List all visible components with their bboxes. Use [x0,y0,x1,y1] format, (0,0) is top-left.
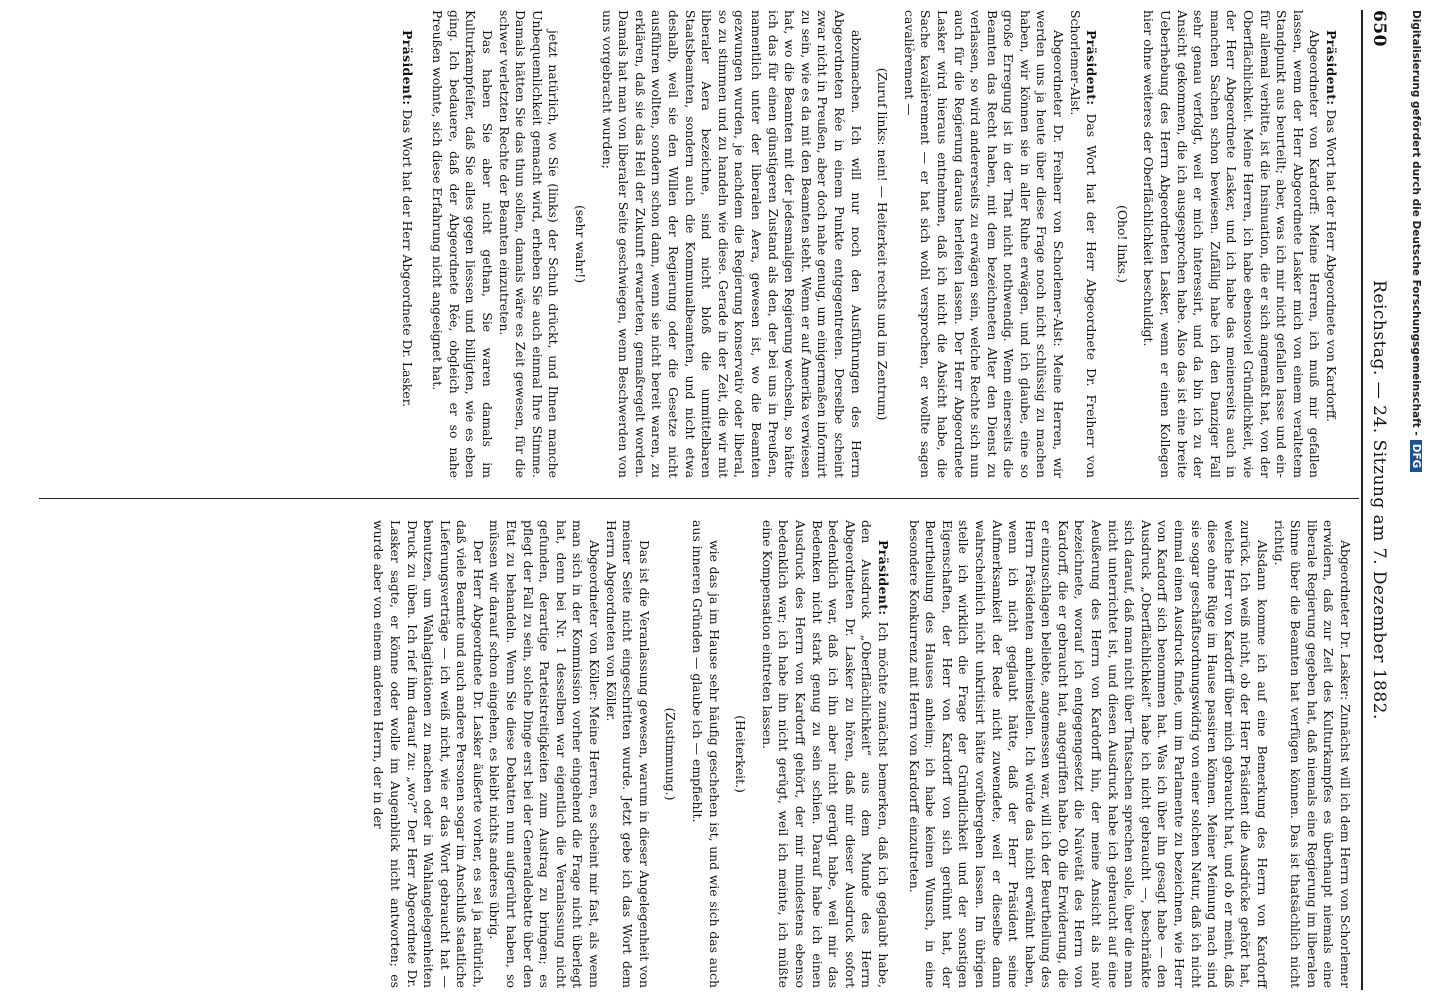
scanned-page [33,10,1393,990]
speech-paragraph [486,520,602,988]
header-rule [1361,10,1363,990]
speech-text: Das haben Sie aber nicht gethan, Sie waren damals im Kulturkampfeifer, daß Sie alles gegen liessen und billigten, wie es eben ging. Ich bedauere, daß der Abgeordnete Rée, obgleich er so nahe Preußen wohnte, sich diese Erfahrung nicht angeeignet hat. [430,10,496,478]
speech-paragraph [370,520,486,988]
speech-paragraph [1322,10,1339,478]
text-column-left [398,10,1353,478]
speech-paragraph [1270,520,1353,988]
speech-paragraph [398,10,415,478]
speaker-label: Präsident: [399,30,415,106]
speech-text: Abgeordneter Dr. Lasker: Zunächst will ich dem Herrn von Schorlemer erwidern, daß zur Zeit des Kulturkampfes es überhaupt niemals eine liberale Regierung gegeben hat, daß niemals eine Regierung im liberalen Sinne über die Beamten hat verfügen können. Das ist thatsächlich nicht richtig. [1271,520,1353,988]
text-column-right [370,520,1353,988]
speaker-label: Präsident: [1324,30,1339,106]
speech-text: jetzt natürlich, wo Sie (links) der Schuh drückt, und Ihnen manche Unbequemlichkeit gemacht wird, erheben Sie auch einmal Ihre Stimme. Damals hätten Sie das thun sollen, damals wäre es Zeit gewesen, für die schwer verletzten Rechte der Beamten einzutreten. [496,10,562,478]
dfg-logo: DFG [1410,440,1422,473]
speech-paragraph [598,10,864,478]
speech-text: abzumachen. Ich will nur noch den Ausführungen des Herrn Abgeordneten Rée in einem Punkte entgegentreten. Derselbe scheint zwar nicht in Preußen, aber doch nahe genug, um einigermaßen informirt zu sein, wie es da mit den Beamten steht. Wenn er auf Amerika verwiesen hat, wo die Beamten mit der jedesmaligen Regierung wechseln, so hätte ich das für einen günstigeren Zustand als den, der bei uns in Preußen, namentlich unter der liberalen Aera, gewesen ist, wo die Beamten gezwungen wurden, je nachdem die Regierung konservativ oder liberal, so zu stimmen und zu handeln wie diese. Gerade in der Zeit, die wir mit liberaler Aera bezeichne, sind nicht bloß die unmittelbaren Staatsbeamten, sondern auch die Kommunalbeamten, und nicht etwa deshalb, weil sie den Willen der Regierung oder die Gesetze nicht ausführen wollten, sondern schon dann, wenn sie nicht bereit waren, zu erklären, daß sie das Heil der Zukunft erwarteten, gemaßregelt worden. Damals hat man von liberaler Seite geschwiegen, wenn Beschwerden von uns vorgebracht wurden; [599,10,864,478]
running-title: Reichstag. — 24. Sitzung am 7. Dezember 1882. [1369,280,1389,720]
page-number: 650 [1369,10,1389,47]
speech-paragraph [758,520,891,988]
speech-paragraph [429,10,495,478]
speaker-label: Präsident: [875,540,891,616]
column-rule [39,498,1359,499]
speech-paragraph [602,520,652,988]
speech-text: Das ist die Veranlassung gewesen, warum in dieser Angelegenheit von meiner Seite nicht eingeschritten wurde. Jetzt gebe ich das Wort dem Herrn Abgeordneten von Köller. [603,520,652,988]
speech-text: Abgeordneter Dr. Freiherr von Schorlemer-Alst: Meine Herren, wir werden uns ja heute über diese Frage noch nicht schlüssig zu machen haben, wir können sie in aller Ruhe erwägen, und ich glaube, eine so große Erregung ist in der That nicht nothwendig. Wenn einerseits die Beamten das Recht haben, mit dem bezeichneten Alter den Dienst zu verlassen, so wird andererseits zu erwägen sein, welche Rechte sich nun auch für die Regierung daraus herleiten lassen. Der Herr Abgeordnete Lasker wird hieraus entnehmen, daß ich nicht die Absicht habe, die Sache kavalièrement — er hat sich wohl versprochen, er wollte sagen cavalièrement — [901,10,1067,478]
interjection: (sehr wahr!) [573,204,589,284]
running-head [1365,10,1393,990]
speech-text: Der Herr Abgeordnete Dr. Lasker äußerte vorher, es sei ja natürlich, daß viele Beamte und auch andere Personen sogar im Anschluß staatliche Lieferungsverträge — ich weiß nicht, wie er das Wort gebraucht hat — benutzen, um Wahlagitationen zu machen oder in Wahlangelegenheiten Druck zu üben. Ich rief ihm darauf zu: „wo?“ Der Herr Abgeordnete Dr. Lasker sagte, er könne oder wolle im Augenblick nicht antworten; es wurde aber von einem anderen Herrn, der in der [371,520,486,988]
speech-text: Das Wort hat der Herr Abgeordnete von Kardorff. [1324,109,1339,423]
digitization-credit [1404,10,1422,990]
interjection: (Zustimmung.) [663,707,679,801]
speech-text: wie das ja im Hause sehr häufig geschehen ist, und wie sich das auch aus inneren Gründen — glaube ich — empfiehlt. [690,520,722,988]
speech-text: Ich möchte zunächst bemerken, daß ich geglaubt habe, den Ausdruck „Oberflächlichkeit“ aus dem Munde des Herrn Abgeordneten Dr. Lasker zu hören, daß mir dieser Ausdruck sofort bedenklich war, daß ich ihn aber nicht gerügt habe, weil mir das Bedenken nicht stark genug zu sein schien. Darauf habe ich einen Ausdruck des Herrn von Kardorff gehört, der mir mindestens ebenso bedenklich war; ich habe ihn nicht gerügt, weil ich meinte, ich müßte eine Kompensation eintreten lassen. [759,520,891,988]
speech-paragraph [900,10,1066,478]
speech-text: Abgeordneter von Kardorff: Meine Herren, ich muß mir gefallen lassen, wenn der Herr Abgeordnete Lasker mich von einem veraltetem Standpunkt aus beurteilt; aber, was ich mir nicht gefallen lasse und ein- für allemal verbitte, ist die Insinuation, die er sich angemaßt hat, von der Oberflächlichkeit. Meine Herren, ich habe ebensoviel Gründlichkeit, wie der Herr Abgeordnete Lasker, und ich habe das meinerseits auch in manchen Sachen schon bewiesen. Zufällig habe ich den Danziger Fall sehr genau verfolgt, weil er mich interessirt, und da bin ich zu der Ansicht gekommen, die ich ausgesprochen habe. Also das ist eine breite Ueberhebung des Herrn Abgeordneten Lasker, wenn er einen Kollegen hier ohne weiteres der Oberflächlichkeit beschuldigt. [1141,10,1323,478]
speaker-label: Präsident: [1084,30,1100,106]
speech-paragraph [495,10,561,478]
speech-text: Das Wort hat der Herr Abgeordnete Dr. Lasker. [399,109,415,408]
credit-text: Digitalisierung gefördert durch die Deutsche Forschungsgemeinschaft - [1410,10,1422,436]
speech-paragraph [1066,10,1099,478]
speech-paragraph [1140,10,1323,478]
speech-paragraph [688,520,721,988]
interjection: (Oho! links.) [1114,205,1130,283]
speech-paragraph [905,520,1270,988]
speech-text: Alsdann komme ich auf eine Bemerkung des Herrn von Kardorff zurück. Ich weiß nicht, ob der Herr Präsident die Ausdrücke gehört hat, welche Herr von Kardorff über mich gebraucht hat, und ob er meint, daß diese ohne Rüge im Hause passiren können. Meiner Meinung nach sind sie sogar geschäftsordnungswidrig von einer solchen Natur, daß ich nicht einmal einen Ausdruck finde, um im Parlamente zu bezeichnen, wie Herr von Kardorff sich benommen hat. Was ich über ihn gesagt habe — den Ausdruck „Oberflächlichkeit“ habe ich nicht gebraucht —, beschränkte sich darauf, daß man nicht über Thatsachen sprechen solle, über die man nicht unterrichtet ist, und diesen Ausdruck habe ich gebraucht auf eine Aeußerung des Herrn von Kardorff hin, der meine Ansicht als naiv bezeichnete, worauf ich entgegengesetzt die Naivetät des Herrn von Kardorff, die er gebraucht hat, angegriffen habe. Ob die Erwiderung, die er einzuschlagen beliebte, angemessen war, will ich der Beurtheilung des Herrn Präsidenten anheimstellen. Ich würde das nicht erwähnt haben, wenn ich nicht geglaubt hätte, daß der Herr Präsident seine Aufmerksamkeit der Rede nicht zuwendete, weil er dieselbe dann wahrscheinlich nicht unkritisirt hätte vorübergehen lassen. Im übrigen stelle ich wirklich die Frage der Gründlichkeit und der sonstigen Eigenschaften, der Herr von Kardorff von sich gerühmt hat, der Beurtheilung des Hauses anheim; ich habe keinen Wunsch, in eine besondere Konkurrenz mit Herrn von Kardorff einzutreten. [906,520,1271,988]
interjection: (Heiterkeit.) [733,715,749,793]
speech-text: Das Wort hat der Herr Abgeordnete Dr. Freiherr von Schorlemer-Alst. [1067,10,1100,478]
speech-text: Abgeordneter von Köller: Meine Herren, es scheint mir fast, als wenn man sich in der Kommission vorher eingehend die Frage nicht überlegt hat, denn bei Nr. 1 desselben war eigentlich die Veranlassung nicht gefunden, derartige Parteistreitigkeiten zum Austrag zu bringen; es pflegt der Fall zu sein, solche Dinge erst bei der Generaldebatte über den Etat zu behandeln. Wenn Sie diese Debatten nun aufgerührt haben, so müssen wir darauf schon eingehen, es bleibt nichts anderes übrig. [487,520,603,988]
interjection: (Zuruf links: nein! — Heiterkeit rechts und im Zentrum) [875,67,891,421]
